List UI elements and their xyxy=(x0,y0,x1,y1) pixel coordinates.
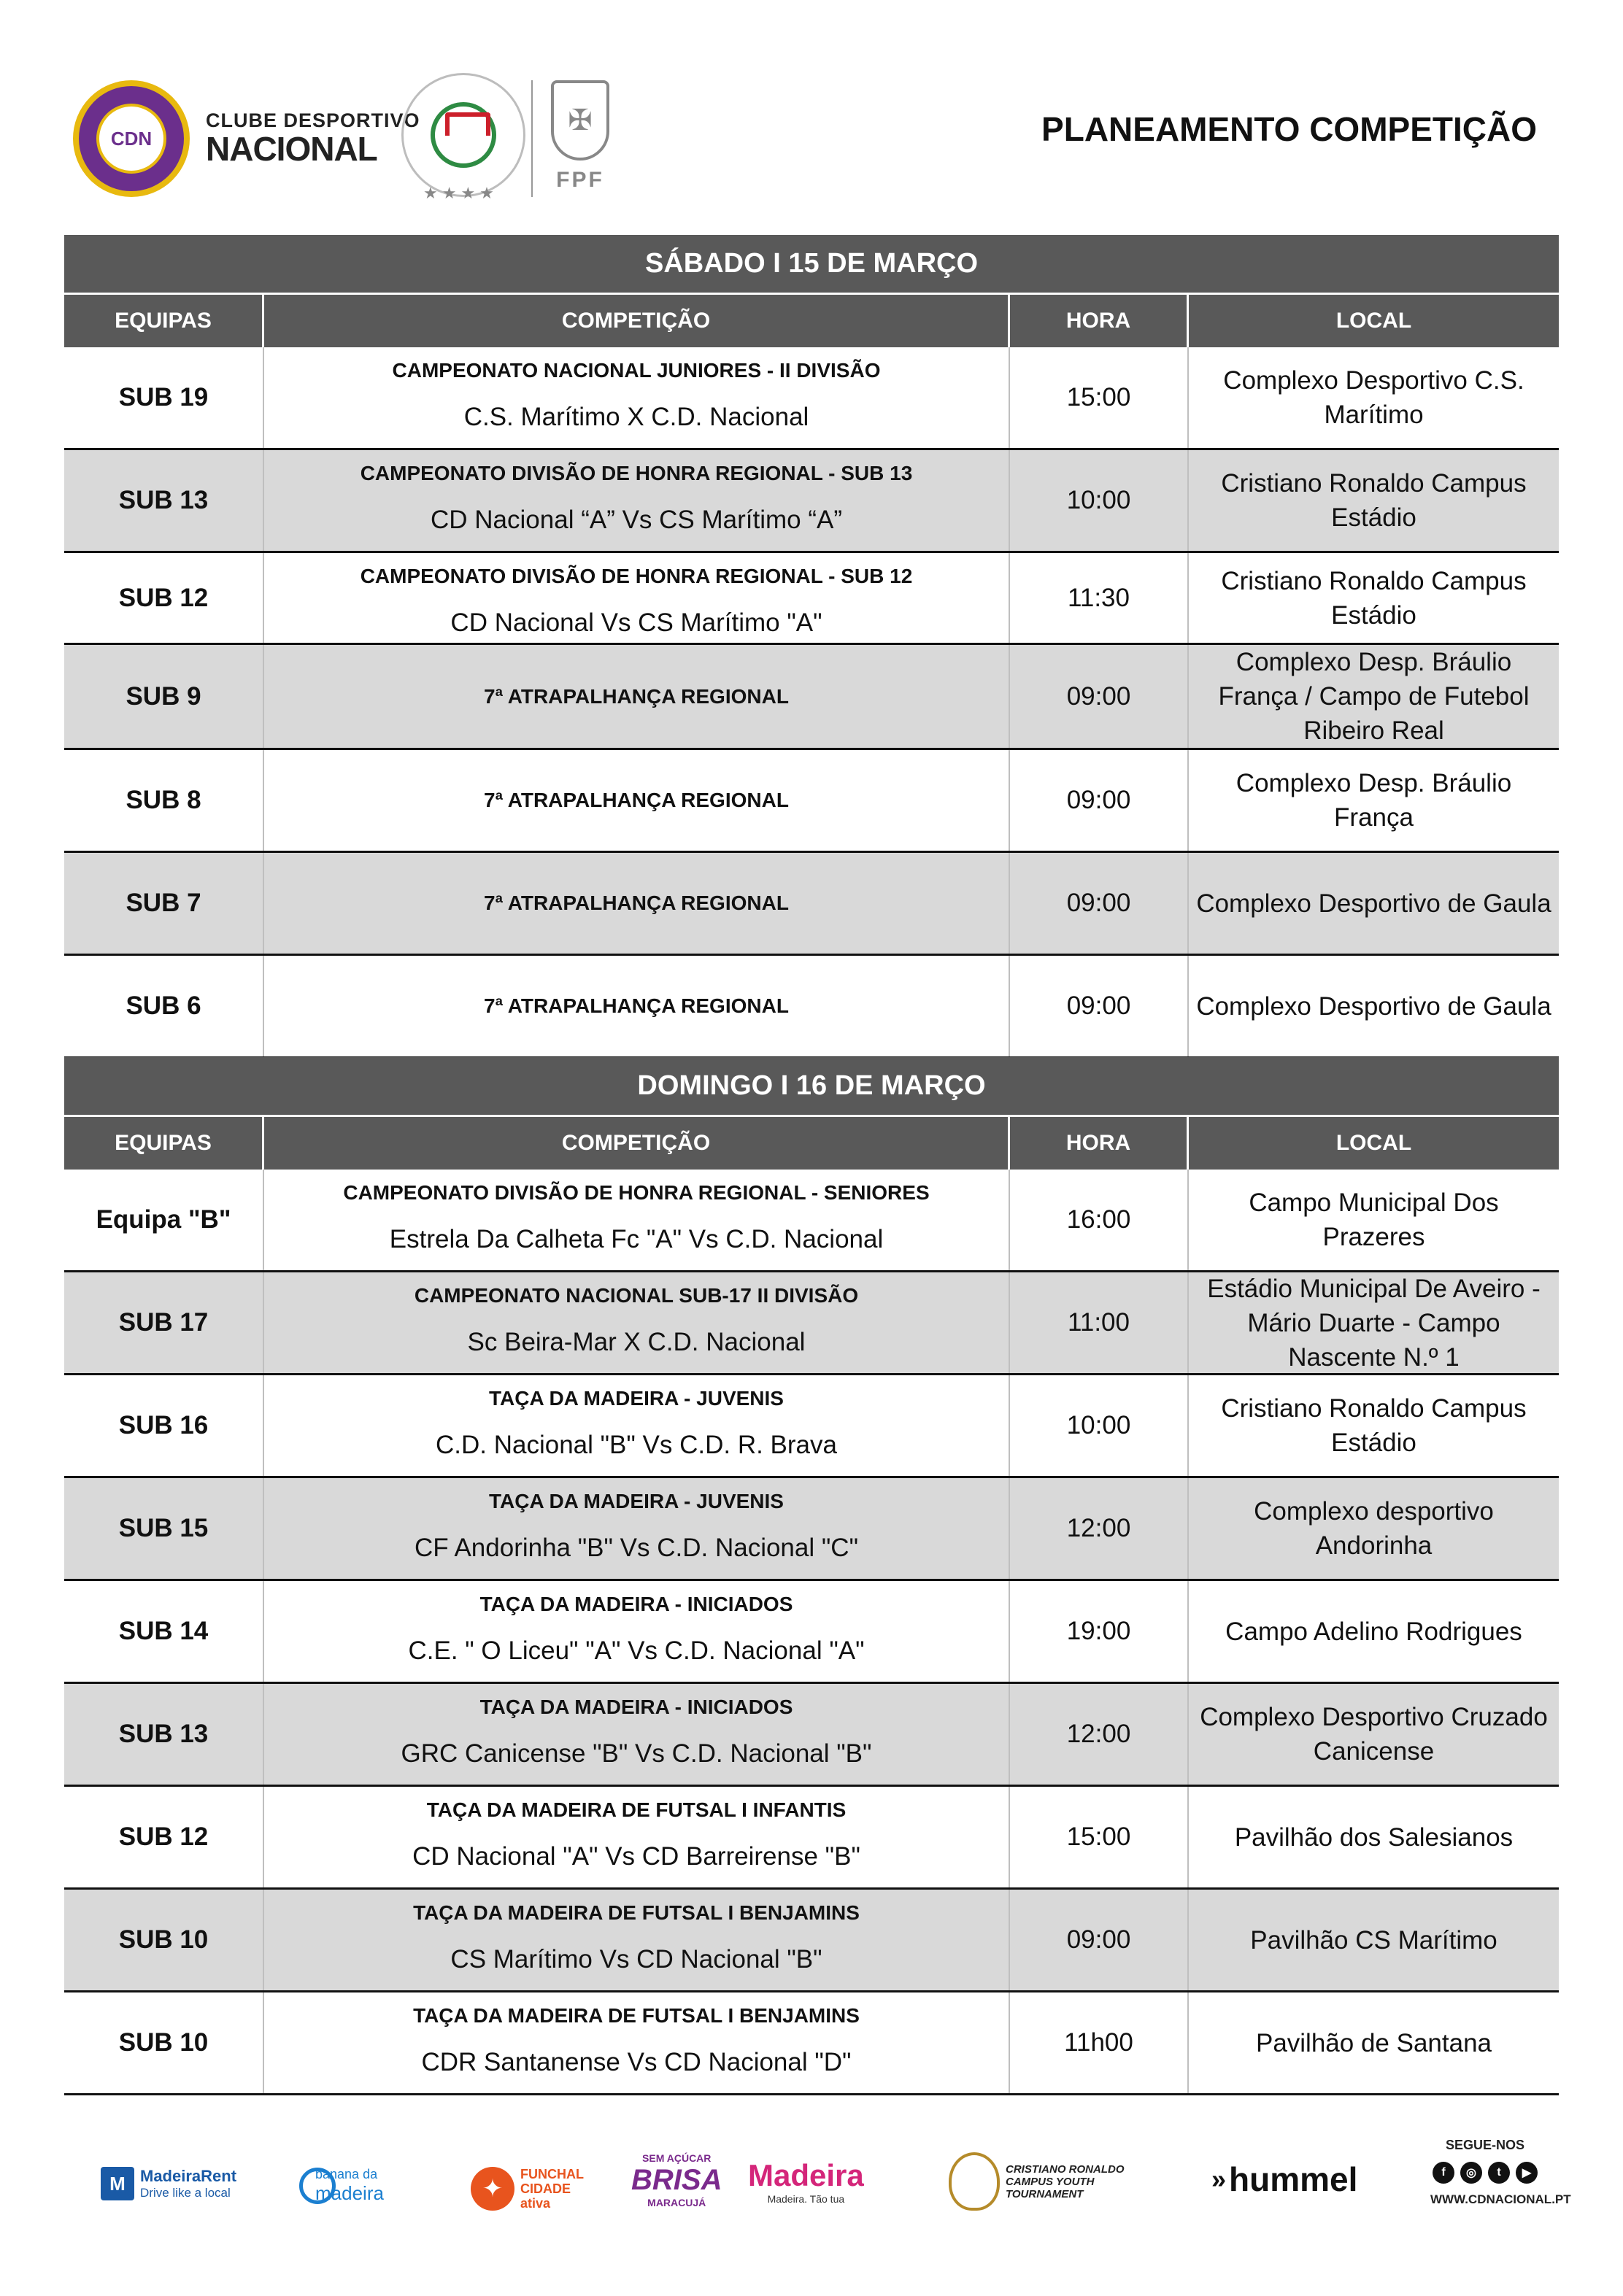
venue-cell: Pavilhão de Santana xyxy=(1255,2028,1492,2057)
column-header-teams: EQUIPAS xyxy=(64,295,264,347)
match-fixture: GRC Canicense "B" Vs C.D. Nacional "B" xyxy=(401,1739,872,1768)
competition-name: TAÇA DA MADEIRA - INICIADOS xyxy=(479,1593,793,1615)
competition-cell xyxy=(264,1375,1010,1476)
fpf-logo xyxy=(547,80,613,197)
competition-cell xyxy=(264,553,1010,643)
table-row xyxy=(64,1272,1559,1375)
time-cell: 09:00 xyxy=(1010,750,1189,851)
team-cell: SUB 17 xyxy=(64,1272,264,1373)
time-cell: 12:00 xyxy=(1010,1478,1189,1579)
certification-seal xyxy=(401,73,525,197)
document-title: PLANEAMENTO COMPETIÇÃO xyxy=(1041,110,1537,148)
table-row xyxy=(64,1478,1559,1581)
team-cell: SUB 8 xyxy=(64,750,264,851)
table-row xyxy=(64,1170,1559,1272)
brisa-flavor: MARACUJÁ xyxy=(647,2197,706,2208)
banana-name-top: banana da xyxy=(315,2167,378,2181)
time-cell: 12:00 xyxy=(1010,1684,1189,1785)
team-cell: SUB 12 xyxy=(64,1787,264,1887)
table-row xyxy=(64,1375,1559,1478)
team-cell: Equipa "B" xyxy=(64,1170,264,1270)
match-fixture: CDR Santanense Vs CD Nacional "D" xyxy=(421,2048,852,2076)
match-fixture: CD Nacional “A” Vs CS Marítimo “A” xyxy=(431,506,842,534)
column-header-time: HORA xyxy=(1010,1117,1189,1170)
competition-name: CAMPEONATO NACIONAL SUB-17 II DIVISÃO xyxy=(414,1284,859,1307)
madeirarent-logo-icon: M xyxy=(101,2167,134,2200)
time-cell: 19:00 xyxy=(1010,1581,1189,1682)
team-cell: SUB 10 xyxy=(64,1890,264,1990)
venue-cell: Complexo Desp. Bráulio França / Campo de Futebol Ribeiro Real xyxy=(1218,648,1530,745)
sponsor-hummel xyxy=(1211,2160,1357,2199)
match-fixture: Estrela Da Calheta Fc "A" Vs C.D. Nacional xyxy=(389,1225,884,1253)
page-header xyxy=(0,0,1623,219)
table-row xyxy=(64,450,1559,553)
competition-name: CAMPEONATO DIVISÃO DE HONRA REGIONAL - SUB 12 xyxy=(360,565,913,587)
match-fixture: CF Andorinha "B" Vs C.D. Nacional "C" xyxy=(415,1534,858,1562)
competition-cell xyxy=(264,1581,1010,1682)
venue-cell: Complexo Desp. Bráulio França xyxy=(1235,769,1512,832)
match-fixture: CD Nacional Vs CS Marítimo "A" xyxy=(450,608,822,637)
competition-name: TAÇA DA MADEIRA - JUVENIS xyxy=(489,1490,784,1512)
competition-cell xyxy=(264,1992,1010,2093)
venue-cell: Pavilhão dos Salesianos xyxy=(1234,1823,1514,1852)
crest-center: CDN xyxy=(96,104,166,174)
sunday-table-header xyxy=(64,1117,1559,1170)
sunday-day-header: DOMINGO I 16 DE MARÇO xyxy=(64,1057,1559,1117)
fpf-shield-icon: ✠ xyxy=(551,80,609,161)
cr-campus-name: CRISTIANO RONALDO CAMPUS YOUTH TOURNAMENT xyxy=(1006,2162,1125,2200)
social-block xyxy=(1430,2138,1571,2207)
madeira-tagline: Madeira. Tão tua xyxy=(767,2193,845,2205)
competition-cell xyxy=(264,1478,1010,1579)
competition-cell xyxy=(264,750,1010,851)
club-name-main: NACIONAL xyxy=(206,130,377,168)
hummel-chevrons-icon: » xyxy=(1211,2164,1227,2194)
team-cell: SUB 7 xyxy=(64,853,264,954)
team-cell: SUB 10 xyxy=(64,1992,264,2093)
madeira-name: Madeira xyxy=(748,2158,864,2192)
competition-name: 7ª ATRAPALHANÇA REGIONAL xyxy=(484,892,789,914)
table-row xyxy=(64,553,1559,645)
club-name xyxy=(206,109,420,166)
certification-stars: ★★★★ xyxy=(423,184,498,202)
competition-cell xyxy=(264,956,1010,1056)
competition-name: TAÇA DA MADEIRA - JUVENIS xyxy=(489,1387,784,1410)
time-cell: 15:00 xyxy=(1010,347,1189,448)
time-cell: 11:30 xyxy=(1010,553,1189,643)
team-cell: SUB 19 xyxy=(64,347,264,448)
competition-name: TAÇA DA MADEIRA DE FUTSAL I BENJAMINS xyxy=(413,2004,860,2027)
hummel-name: hummel xyxy=(1229,2160,1358,2198)
competition-name: TAÇA DA MADEIRA DE FUTSAL I BENJAMINS xyxy=(413,1901,860,1924)
funchal-name: FUNCHAL CIDADE ativa xyxy=(520,2167,584,2211)
team-cell: SUB 13 xyxy=(64,450,264,551)
team-cell: SUB 16 xyxy=(64,1375,264,1476)
table-row xyxy=(64,1992,1559,2095)
cr-campus-badge-icon xyxy=(949,2152,1000,2211)
time-cell: 09:00 xyxy=(1010,853,1189,954)
certification-seal-icon xyxy=(431,102,496,168)
venue-cell: Complexo Desportivo de Gaula xyxy=(1196,889,1551,918)
competition-name: CAMPEONATO DIVISÃO DE HONRA REGIONAL - SUB 13 xyxy=(360,462,913,484)
competition-cell xyxy=(264,450,1010,551)
time-cell: 15:00 xyxy=(1010,1787,1189,1887)
venue-cell: Campo Adelino Rodrigues xyxy=(1225,1617,1522,1646)
team-cell: SUB 9 xyxy=(64,645,264,748)
time-cell: 10:00 xyxy=(1010,450,1189,551)
table-row xyxy=(64,1581,1559,1684)
table-row xyxy=(64,853,1559,956)
header-divider xyxy=(531,80,533,197)
table-row xyxy=(64,956,1559,1059)
team-cell: SUB 12 xyxy=(64,553,264,643)
sponsor-madeira xyxy=(748,2158,864,2205)
time-cell: 16:00 xyxy=(1010,1170,1189,1270)
saturday-rows xyxy=(64,347,1559,1059)
time-cell: 09:00 xyxy=(1010,956,1189,1056)
saturday-schedule xyxy=(64,235,1559,1059)
sponsor-cr-campus xyxy=(949,2152,1159,2211)
website-link[interactable]: WWW.CDNACIONAL.PT xyxy=(1430,2192,1571,2206)
sunday-rows xyxy=(64,1170,1559,2095)
competition-name: CAMPEONATO NACIONAL JUNIORES - II DIVISÃO xyxy=(392,359,881,382)
club-name-top: CLUBE DESPORTIVO xyxy=(206,109,420,131)
venue-cell: Cristiano Ronaldo Campus Estádio xyxy=(1221,1394,1527,1457)
table-row xyxy=(64,1684,1559,1787)
facebook-icon[interactable]: f xyxy=(1433,2162,1454,2184)
column-header-teams: EQUIPAS xyxy=(64,1117,264,1170)
team-cell: SUB 15 xyxy=(64,1478,264,1579)
venue-cell: Estádio Municipal De Aveiro - Mário Duarte - Campo Nascente N.º 1 xyxy=(1207,1274,1541,1372)
venue-cell: Cristiano Ronaldo Campus Estádio xyxy=(1221,469,1527,532)
team-cell: SUB 6 xyxy=(64,956,264,1056)
venue-cell: Complexo Desportivo Cruzado Canicense xyxy=(1200,1703,1548,1766)
brisa-name: BRISA xyxy=(631,2164,722,2196)
banana-name-main: madeira xyxy=(315,2182,384,2204)
venue-cell: Cristiano Ronaldo Campus Estádio xyxy=(1221,566,1527,630)
match-fixture: C.S. Marítimo X C.D. Nacional xyxy=(463,403,809,431)
table-row xyxy=(64,347,1559,450)
column-header-time: HORA xyxy=(1010,295,1189,347)
column-header-venue: LOCAL xyxy=(1335,1131,1412,1155)
youtube-icon[interactable]: ▶ xyxy=(1516,2162,1538,2184)
social-title: SEGUE-NOS xyxy=(1445,2138,1525,2152)
table-row xyxy=(64,645,1559,750)
instagram-icon[interactable]: ◎ xyxy=(1460,2162,1482,2184)
competition-cell xyxy=(264,347,1010,448)
club-crest-logo xyxy=(73,80,190,197)
competition-name: TAÇA DA MADEIRA DE FUTSAL I INFANTIS xyxy=(426,1798,847,1821)
competition-cell xyxy=(264,645,1010,748)
saturday-table-header xyxy=(64,295,1559,347)
match-fixture: C.E. " O Liceu" "A" Vs C.D. Nacional "A" xyxy=(408,1636,865,1665)
time-cell: 10:00 xyxy=(1010,1375,1189,1476)
competition-cell xyxy=(264,853,1010,954)
column-header-venue: LOCAL xyxy=(1335,309,1412,333)
venue-cell: Pavilhão CS Marítimo xyxy=(1250,1925,1497,1955)
social-icons xyxy=(1430,2162,1540,2184)
fpf-label: FPF xyxy=(556,168,604,192)
funchal-runner-icon: ✦ xyxy=(471,2167,514,2211)
saturday-day-header: SÁBADO I 15 DE MARÇO xyxy=(64,235,1559,295)
column-header-competition: COMPETIÇÃO xyxy=(264,1117,1010,1170)
venue-cell: Complexo Desportivo C.S. Marítimo xyxy=(1223,366,1524,429)
team-cell: SUB 13 xyxy=(64,1684,264,1785)
competition-name: 7ª ATRAPALHANÇA REGIONAL xyxy=(484,994,789,1017)
sponsor-funchal-ativa xyxy=(471,2167,586,2211)
madeirarent-name: MadeiraRent xyxy=(140,2167,237,2185)
competition-name: CAMPEONATO DIVISÃO DE HONRA REGIONAL - SENIORES xyxy=(343,1181,930,1204)
table-row xyxy=(64,1890,1559,1992)
time-cell: 11:00 xyxy=(1010,1272,1189,1373)
venue-cell: Complexo Desportivo de Gaula xyxy=(1196,992,1551,1021)
match-fixture: Sc Beira-Mar X C.D. Nacional xyxy=(467,1328,806,1356)
match-fixture: CD Nacional "A" Vs CD Barreirense "B" xyxy=(412,1842,860,1871)
twitter-icon[interactable]: t xyxy=(1488,2162,1510,2184)
time-cell: 09:00 xyxy=(1010,1890,1189,1990)
brisa-top: SEM AÇÚCAR xyxy=(642,2152,712,2164)
madeirarent-tagline: Drive like a local xyxy=(140,2186,231,2200)
table-row xyxy=(64,750,1559,853)
competition-cell xyxy=(264,1272,1010,1373)
column-header-competition: COMPETIÇÃO xyxy=(264,295,1010,347)
sunday-schedule xyxy=(64,1057,1559,2095)
competition-cell xyxy=(264,1170,1010,1270)
venue-cell: Campo Municipal Dos Prazeres xyxy=(1249,1188,1499,1251)
match-fixture: C.D. Nacional "B" Vs C.D. R. Brava xyxy=(435,1431,837,1459)
competition-name: TAÇA DA MADEIRA - INICIADOS xyxy=(479,1696,793,1718)
sponsor-madeirarent xyxy=(101,2167,236,2200)
time-cell: 11h00 xyxy=(1010,1992,1189,2093)
venue-cell: Complexo desportivo Andorinha xyxy=(1254,1497,1494,1560)
table-row xyxy=(64,1787,1559,1890)
time-cell: 09:00 xyxy=(1010,645,1189,748)
team-cell: SUB 14 xyxy=(64,1581,264,1682)
sponsors-footer xyxy=(95,2138,1571,2225)
sponsor-brisa xyxy=(631,2152,722,2208)
competition-name: 7ª ATRAPALHANÇA REGIONAL xyxy=(484,684,789,708)
match-fixture: CS Marítimo Vs CD Nacional "B" xyxy=(450,1945,822,1974)
competition-cell xyxy=(264,1787,1010,1887)
sponsor-banana-madeira xyxy=(299,2167,384,2205)
competition-cell xyxy=(264,1890,1010,1990)
competition-cell xyxy=(264,1684,1010,1785)
competition-name: 7ª ATRAPALHANÇA REGIONAL xyxy=(484,789,789,811)
